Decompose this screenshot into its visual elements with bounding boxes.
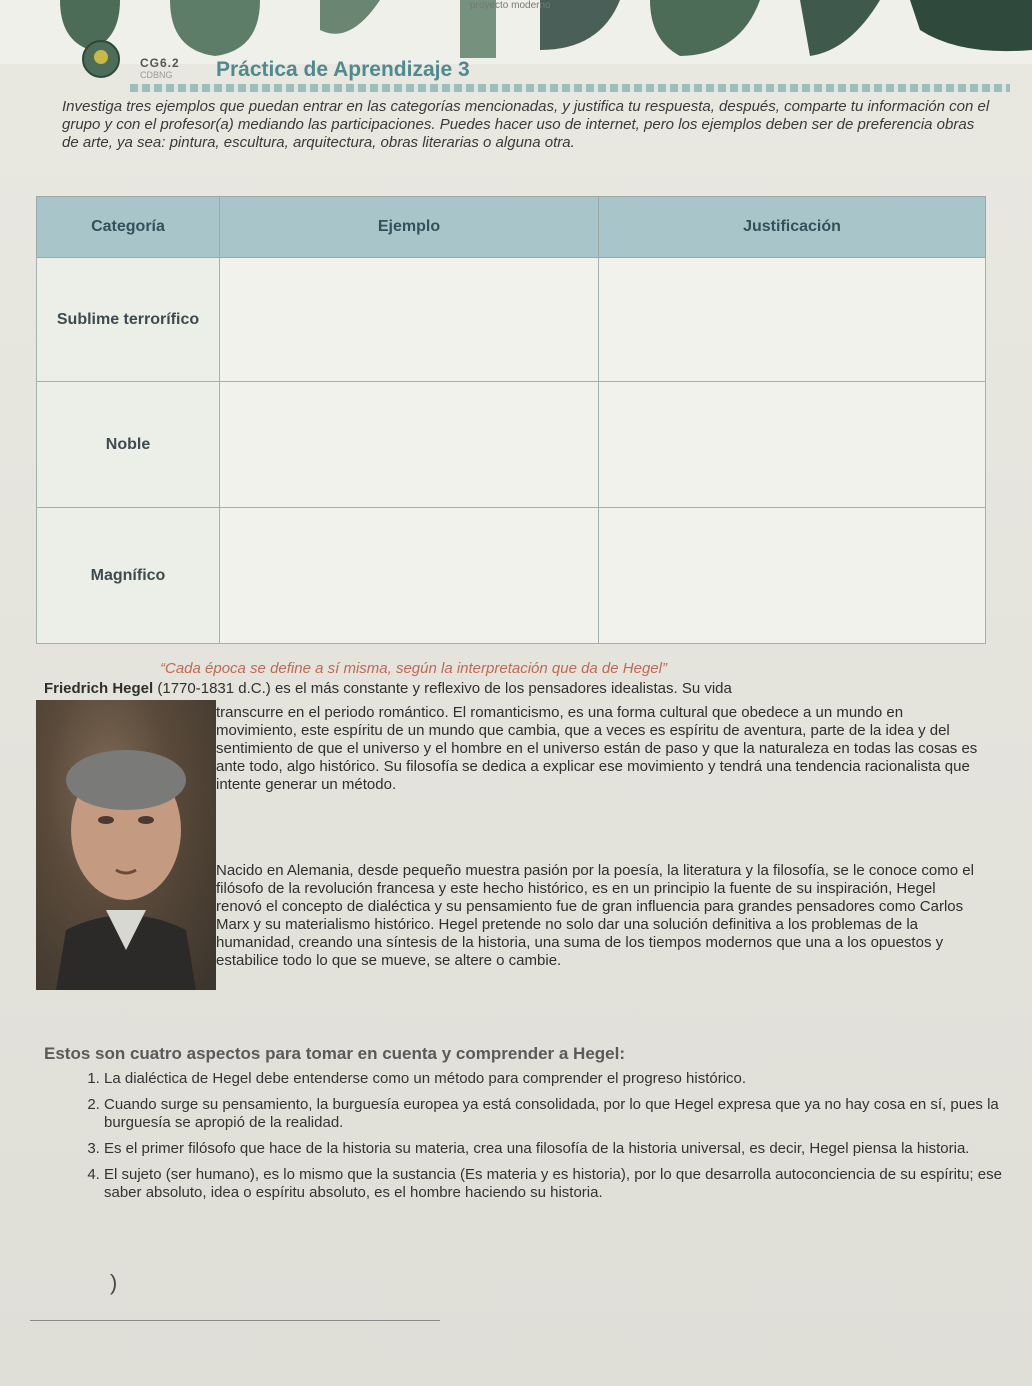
aspects-list [68,1070,1004,1210]
table-row [37,258,986,382]
competence-code: CG6.2 [140,56,180,70]
practice-title: Práctica de Aprendizaje 3 [216,58,470,81]
table-header-row [37,197,986,258]
dotted-divider [130,84,1010,92]
aspects-title: Estos son cuatro aspectos para tomar en cuenta y comprender a Hegel: [44,1044,626,1063]
header-justification: Justificación [599,197,986,258]
header-example: Ejemplo [220,197,599,258]
bio-paragraph-1: transcurre en el periodo romántico. El romanticismo, es una forma cultural que obedece a un mundo en movimiento, este espíritu de un mundo que cambia, que a veces es espíritu de aventura, parte de la idea y del sentimiento de que el universo y el hombre en el universo están de paso y que la naturaleza en todas las cosas es ante todo, algo histórico. Su filosofía se dedica a explicar ese movimiento y tendrá una tendencia racionalista que intente generar un método. [216,704,978,793]
category-cell: Sublime terrorífico [37,258,220,382]
list-item: 3. Es el primer filósofo que hace de la historia su materia, crea una filosofía de la historia universal, es decir, Hegel piensa la historia. [104,1140,1004,1158]
hegel-portrait [36,700,216,990]
hegel-quote: “Cada época se define a sí misma, según la interpretación que da de Hegel” [160,660,667,677]
bio-name: Friedrich Hegel [44,680,154,697]
header-category: Categoría [37,197,220,258]
example-cell[interactable] [220,508,599,644]
list-item: 1. La dialéctica de Hegel debe entenderse como un método para comprender el progreso histórico. [104,1070,1004,1088]
justification-cell[interactable] [599,258,986,382]
category-cell: Magnífico [37,508,220,644]
bio-paragraph-2: Nacido en Alemania, desde pequeño muestra pasión por la poesía, la literatura y la filosofía, se le conoce como el filósofo de la revolución francesa y este hecho histórico, es en un principio la fuente de su inspiración, Hegel renovó el concepto de dialéctica y su pensamiento fue de gran influencia para grandes pensadores como Carlos Marx y su materialismo histórico. Hegel pretende no solo dar una solución definitiva a los problemas de la humanidad, creando una síntesis de la historia, una suma de los tiempos modernos que una a los opuestos y estabilice todo lo que se mueve, se altere o cambie. [216,862,974,969]
justification-cell[interactable] [599,382,986,508]
list-item: 4. El sujeto (ser humano), es lo mismo que la sustancia (Es materia y es historia), por lo que desarrolla autoconciencia de su espíritu; ese saber absoluto, idea o espíritu absoluto, es el hombre haciendo su historia. [104,1166,1004,1202]
page-bracket-mark: ) [110,1270,118,1295]
example-cell[interactable] [220,258,599,382]
bottom-rule [30,1320,440,1321]
competence-code-sub: CDBNG [140,70,173,80]
justification-cell[interactable] [599,508,986,644]
list-item: 2. Cuando surge su pensamiento, la burguesía europea ya está consolidada, por lo que Hegel expresa que ya no hay cosa en sí, pues la burguesía se apropió de la realidad. [104,1096,1004,1132]
table-row [37,508,986,644]
categories-table [36,196,986,644]
instructions-text: Investiga tres ejemplos que puedan entrar en las categorías mencionadas, y justifica tu respuesta, después, comparte tu información con el grupo y con el profesor(a) mediando las participaciones. Puedes hacer uso de internet, pero los ejemplos deben ser de preferencia obras de arte, ya sea: pintura, escultura, arquitectura, obras literarias o alguna otra. [62,98,990,151]
category-cell: Noble [37,382,220,508]
bio-lead-rest: (1770-1831 d.C.) es el más constante y reflexivo de los pensadores idealistas. Su vida [153,680,732,697]
table-row [37,382,986,508]
lightbulb-icon [82,40,120,78]
example-cell[interactable] [220,382,599,508]
portrait-illustration [36,700,216,990]
header-top-text: proyecto moderno [470,0,551,11]
bio-lead [44,680,984,698]
